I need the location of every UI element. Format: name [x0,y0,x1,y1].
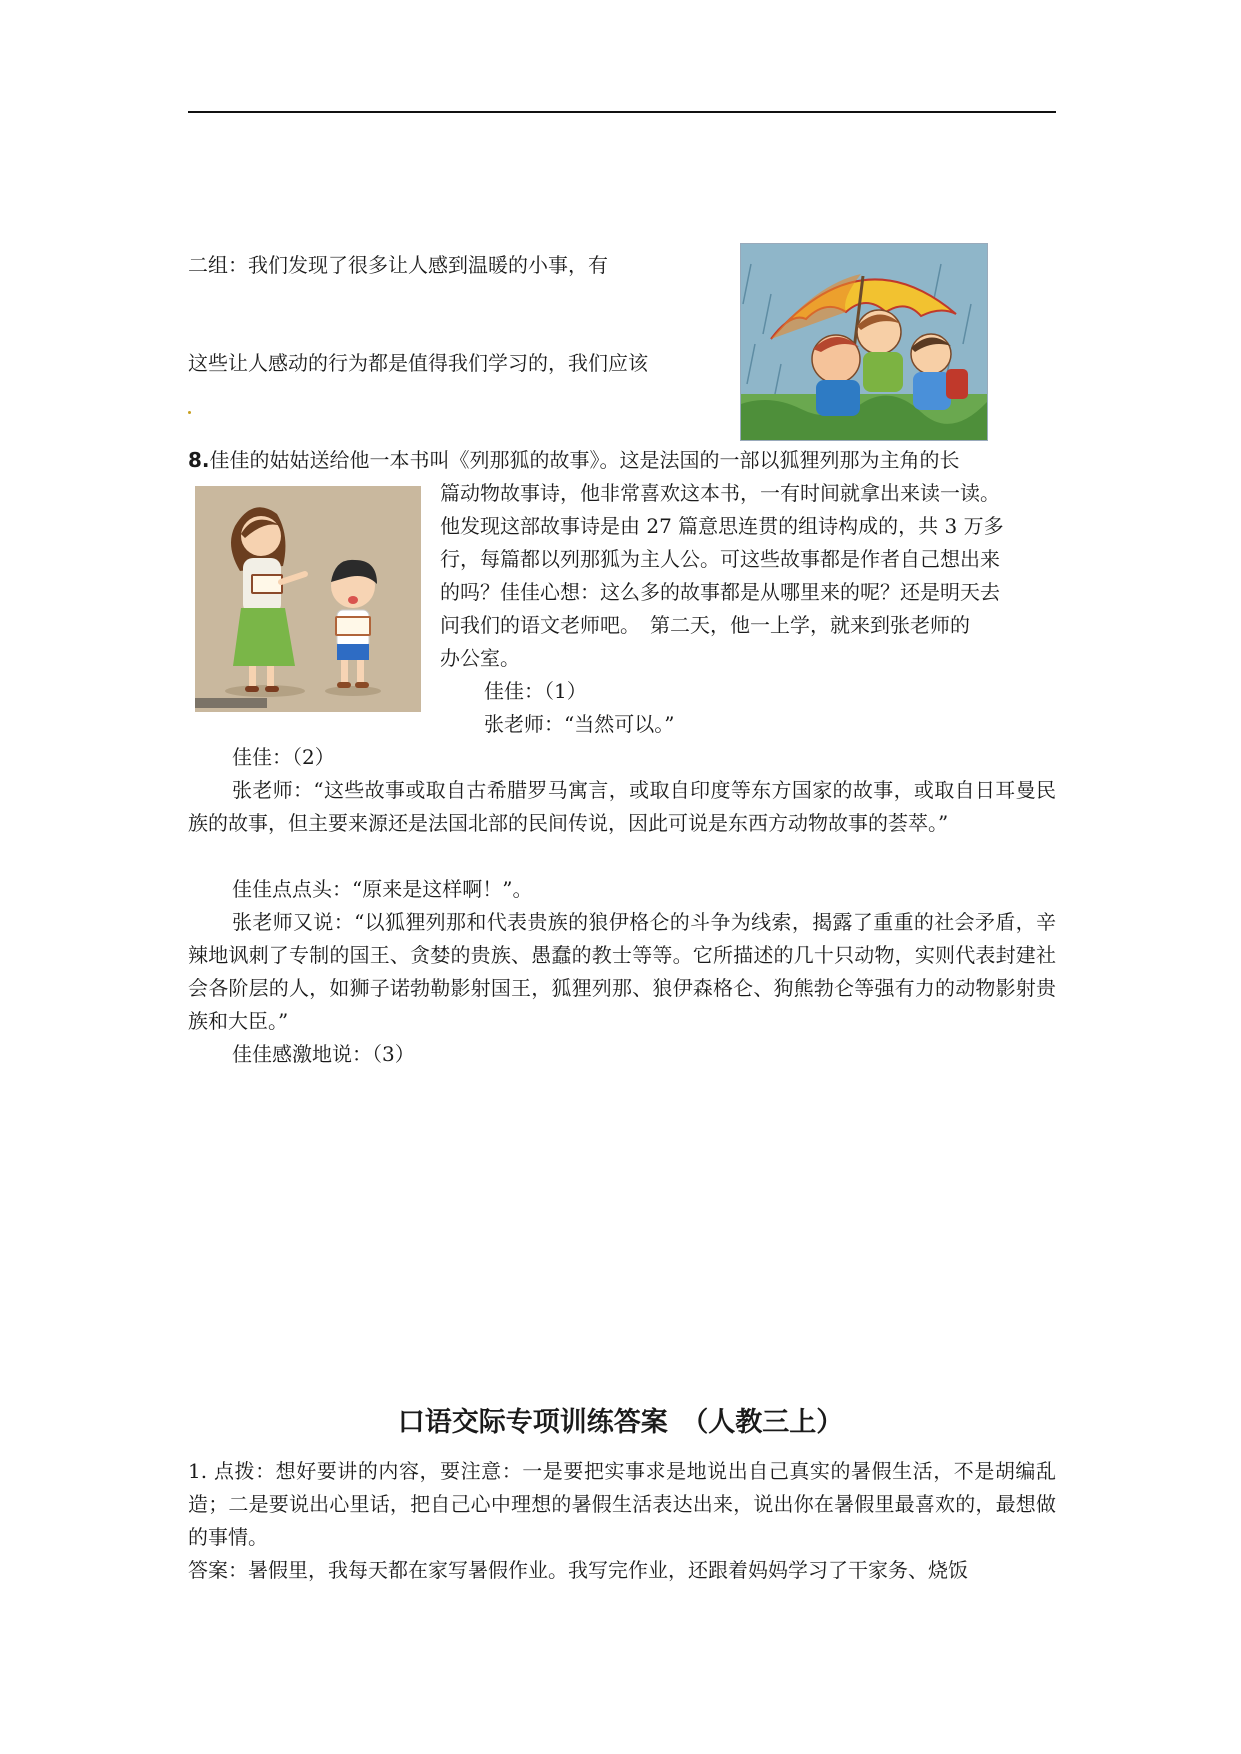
dialogue-jiajia-2: 佳佳：（2） [232,745,335,769]
question-number: 8. [188,448,210,472]
q8-intro-first-text: 佳佳的姑姑送给他一本书叫《列那狐的故事》。这是法国的一部以狐狸列那为主角的长 [209,448,960,472]
q8-intro-line: 问我们的语文老师吧。 第二天，他一上学，就来到张老师的 [440,613,970,637]
q8-intro-first-line [188,444,960,477]
q8-intro-line: 的吗？佳佳心想：这么多的故事都是从哪里来的呢？还是明天去 [440,580,1000,604]
teacher-student-illustration [195,486,421,712]
dialogue-jiajia-4: 佳佳感激地说：（3） [232,1042,415,1066]
q8-intro-line: 办公室。 [440,646,520,670]
q8-intro-line: 他发现这部故事诗是由 27 篇意思连贯的组诗构成的，共 3 万多 [440,514,1004,538]
group2-line-1: 二组：我们发现了很多让人感到温暖的小事，有 [188,253,608,277]
dialogue-jiajia-1: 佳佳：（1） [484,679,587,703]
answer-hint: 1. 点拨：想好要讲的内容，要注意：一是要把实事求是地说出自己真实的暑假生活，不是胡编乱造；二是要说出心里话，把自己心中理想的暑假生活表达出来，说出你在暑假里最喜欢的，最想做的事情。 [188,1459,1056,1549]
answer-text: 答案：暑假里，我每天都在家写暑假作业。我写完作业，还跟着妈妈学习了干家务、烧饭 [188,1558,968,1582]
umbrella-illustration [740,243,988,441]
q8-intro-line: 行，每篇都以列那狐为主人公。可这些故事都是作者自己想出来 [440,547,1000,571]
dialogue-teacher-1: 张老师：“当然可以。” [484,712,675,736]
q8-intro-line: 篇动物故事诗，他非常喜欢这本书，一有时间就拿出来读一读。 [440,481,1000,505]
dialogue-teacher-2: 张老师：“这些故事或取自古希腊罗马寓言，或取自印度等东方国家的故事，或取自日耳曼民族的故事，但主要来源还是法国北部的民间传说，因此可说是东西方动物故事的荟萃。” [188,778,1056,835]
group2-line-2: 这些让人感动的行为都是值得我们学习的，我们应该 [188,351,648,375]
header-rule [188,111,1056,113]
dialogue-teacher-3: 张老师又说：“以狐狸列那和代表贵族的狼伊格仑的斗争为线索，揭露了重重的社会矛盾，辛辣地讽刺了专制的国王、贪婪的贵族、愚蠢的教士等等。它所描述的几十只动物，实则代表封建社会各阶层的人，如狮子诺勃勒影射国王，狐狸列那、狼伊森格仑、狗熊勃仑等强有力的动物影射贵族和大臣。” [188,910,1056,1033]
mark-dot [188,411,191,414]
answers-title: 口语交际专项训练答案 （人教三上） [397,1407,844,1438]
dialogue-jiajia-3: 佳佳点点头：“原来是这样啊！”。 [232,877,533,901]
